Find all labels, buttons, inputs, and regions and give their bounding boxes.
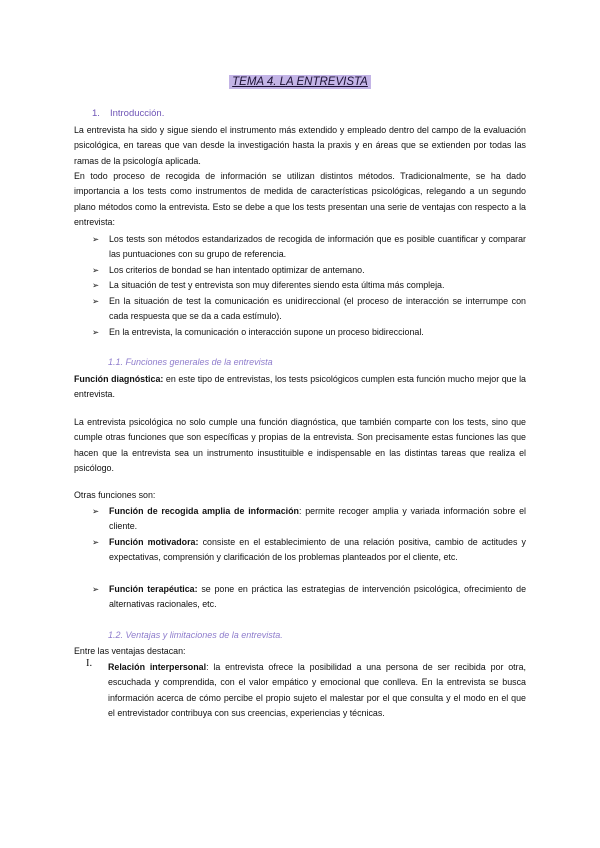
function-bullet bbox=[92, 504, 526, 535]
advantage-name: Relación interpersonal bbox=[108, 662, 207, 672]
arrow-bullet-icon: ➢ bbox=[92, 506, 100, 516]
intro-paragraph-1: La entrevista ha sido y sigue siendo el instrumento más extendido y empleado dentro del campo de la evaluación psicológica, en tareas que van desde la investigación hasta la praxis y en áreas que se extienden por todas las ramas de la psicología aplicada. bbox=[74, 125, 526, 166]
section-number: 1. bbox=[92, 108, 100, 119]
arrow-bullet-icon: ➢ bbox=[92, 234, 100, 244]
intro-bullet bbox=[92, 325, 526, 340]
arrow-bullet-icon: ➢ bbox=[92, 537, 100, 547]
arrow-bullet-icon: ➢ bbox=[92, 280, 100, 290]
arrow-bullet-icon: ➢ bbox=[92, 265, 100, 275]
section-heading-text: Introducción. bbox=[109, 108, 165, 119]
advantage-item bbox=[108, 660, 526, 722]
diagnostic-text: en este tipo de entrevistas, los tests psicológicos cumplen esta función mucho mejor que la entrevista. bbox=[74, 374, 526, 400]
function-name: Función motivadora: bbox=[109, 537, 199, 547]
bullet-text: Los criterios de bondad se han intentado optimizar de antemano. bbox=[109, 265, 365, 275]
arrow-bullet-icon: ➢ bbox=[92, 296, 100, 306]
diagnostic-function-paragraph bbox=[74, 372, 526, 403]
function-name: Función de recogida amplia de información bbox=[109, 506, 299, 516]
function-name: Función terapéutica: bbox=[109, 584, 198, 594]
arrow-bullet-icon: ➢ bbox=[92, 584, 100, 594]
bullet-text: La situación de test y entrevista son muy diferentes siendo esta última más compleja. bbox=[109, 280, 445, 290]
intro-paragraph-2: En todo proceso de recogida de información se utilizan distintos métodos. Tradicionalmente, se ha dado importancia a los tests como instrumentos de medida de características psicológicas, relegando a un segundo plano métodos como la entrevista. Esto se debe a que los tests presentan una serie de ventajas con respecto a la entrevista: bbox=[74, 171, 526, 228]
function-description: : permite recoger amplia y variada información sobre el cliente. bbox=[109, 506, 526, 532]
intro-bullet bbox=[92, 232, 526, 263]
section-heading-introduction bbox=[92, 108, 164, 119]
other-functions-label: Otras funciones son: bbox=[74, 490, 156, 500]
intro-bullet bbox=[92, 294, 526, 325]
bullet-text bbox=[109, 504, 526, 535]
bullet-text: En la situación de test la comunicación es unidireccional (el proceso de interacción se interrumpe con cada respuesta que se da a cada estímulo). bbox=[109, 296, 526, 322]
functions-paragraph: La entrevista psicológica no solo cumple una función diagnóstica, que también comparte con los tests, sino que cumple otras funciones que son específicas y propias de la entrevista. Son precisamente estas funciones las que hacen que la entrevista sea un instrumento insustituible e indispensable en las distintas tareas que realiza el psicólogo. bbox=[74, 417, 526, 474]
bullet-text bbox=[109, 582, 526, 613]
function-description: consiste en el establecimiento de una relación positiva, cambio de actitudes y expectativas, comprensión y clarificación de los problemas planteados por el cliente, etc. bbox=[109, 537, 526, 563]
bullet-text: Los tests son métodos estandarizados de recogida de información que es posible cuantificar y comparar las puntuaciones con su grupo de referencia. bbox=[109, 234, 526, 260]
advantage-description: : la entrevista ofrece la posibilidad a una persona de ser recibida por otra, escuchada y comprendida, con el valor empático y emocional que conlleva. En la entrevista se busca información acerca de cómo percibe el propio sujeto el malestar por el que consulta y el modo en el que el entrevistador contribuya con sus creencias, experiencias y técnicas. bbox=[108, 662, 526, 719]
advantages-lead: Entre las ventajas destacan: bbox=[74, 646, 186, 656]
page-title: TEMA 4. LA ENTREVISTA bbox=[229, 75, 371, 89]
roman-numeral: I. bbox=[86, 658, 93, 669]
function-bullet bbox=[92, 582, 526, 613]
function-description: se pone en práctica las estrategias de intervención psicológica, ofrecimiento de alternativas racionales, etc. bbox=[109, 584, 526, 610]
arrow-bullet-icon: ➢ bbox=[92, 327, 100, 337]
title-wrapper bbox=[0, 72, 600, 90]
bullet-text: En la entrevista, la comunicación o interacción supone un proceso bidireccional. bbox=[109, 327, 424, 337]
function-bullet bbox=[92, 535, 526, 566]
subsection-heading-funciones: 1.1. Funciones generales de la entrevista bbox=[108, 357, 273, 367]
intro-bullet bbox=[92, 278, 526, 293]
bullet-text bbox=[109, 535, 526, 566]
intro-bullet bbox=[92, 263, 526, 278]
subsection-heading-ventajas: 1.2. Ventajas y limitaciones de la entrevista. bbox=[108, 630, 283, 640]
diagnostic-label: Función diagnóstica: bbox=[74, 374, 164, 384]
